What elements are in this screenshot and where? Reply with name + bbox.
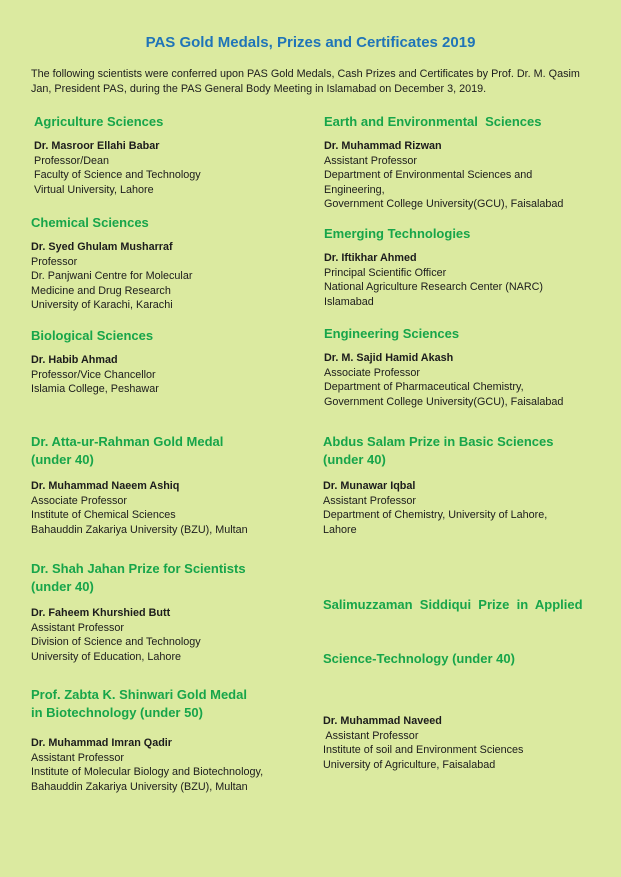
awardee-name: Dr. Muhammad Imran Qadir <box>31 737 172 749</box>
awardee-line: Islamia College, Peshawar <box>31 383 159 395</box>
awardee-line: Lahore <box>323 523 357 536</box>
awardee <box>34 139 304 197</box>
awardee-line: Institute of Chemical Sciences <box>31 509 176 521</box>
awardee-name: Dr. Iftikhar Ahmed <box>324 252 417 264</box>
category-heading-line: Dr. Shah Jahan Prize for Scientists <box>31 561 246 576</box>
awardee-name: Dr. M. Sajid Hamid Akash <box>324 352 454 364</box>
awardee-name: Dr. Muhammad Naveed <box>323 715 442 727</box>
category-heading <box>31 686 321 722</box>
award-shinwari <box>31 686 321 794</box>
awardee <box>323 714 608 772</box>
category-heading-line: (under 40) <box>31 579 94 594</box>
awardee-name: Dr. Munawar Iqbal <box>323 480 416 492</box>
intro-paragraph: The following scientists were conferred upon PAS Gold Medals, Cash Prizes and Certificates by Prof. Dr. M. Qasim Jan, President PAS, during the PAS General Body Meeting in Islamabad on December 3, 2019. <box>31 68 580 95</box>
awardee-line: Faculty of Science and Technology <box>34 169 201 181</box>
awardee <box>323 479 608 537</box>
award-salimuzzaman <box>323 560 608 772</box>
awardee-line: University of Education, Lahore <box>31 650 182 663</box>
category-heading: Emerging Technologies <box>324 226 471 241</box>
awardee-line: Medicine and Drug Research <box>31 284 171 297</box>
awardee <box>324 251 604 309</box>
award-abdus-salam <box>323 433 608 537</box>
category-heading-line: Abdus Salam Prize in Basic Sciences <box>323 434 554 449</box>
awardee-line: Professor/Dean <box>34 154 110 167</box>
awardee-name: Dr. Habib Ahmad <box>31 354 118 366</box>
awardee-line: Assistant Professor <box>323 729 419 742</box>
awardee <box>31 736 321 794</box>
awardee <box>31 479 311 537</box>
awardee-line: Assistant Professor <box>31 751 125 764</box>
awardee-line: Department of Pharmaceutical Chemistry, <box>324 381 524 393</box>
category-heading <box>323 433 608 469</box>
award-emerging <box>324 225 604 309</box>
awardee-line: University of Agriculture, Faisalabad <box>323 758 496 771</box>
awardee-name: Dr. Muhammad Rizwan <box>324 140 442 152</box>
awardee-line: Assistant Professor <box>324 154 418 167</box>
category-heading: Engineering Sciences <box>324 326 460 341</box>
awardee-line: Assistant Professor <box>323 494 417 507</box>
awardee-line: Assistant Professor <box>31 621 125 634</box>
awardee <box>324 139 604 212</box>
category-heading <box>323 560 608 704</box>
awardee-line: National Agriculture Research Center (NARC) <box>324 281 544 293</box>
award-agriculture <box>34 113 304 197</box>
awardee <box>324 351 604 409</box>
category-heading-line: (under 40) <box>323 452 386 467</box>
awardee-line: Institute of Molecular Biology and Biotechnology, <box>31 766 264 778</box>
award-chemical <box>31 214 301 313</box>
awardee-line: Institute of soil and Environment Sciences <box>323 744 524 756</box>
award-shah-jahan <box>31 560 311 664</box>
awardee-line: Division of Science and Technology <box>31 636 201 648</box>
award-biological <box>31 327 301 397</box>
awardee-line: Bahauddin Zakariya University (BZU), Multan <box>31 523 248 536</box>
awardee-line: Department of Chemistry, University of Lahore, <box>323 509 548 521</box>
awardee <box>31 606 311 664</box>
awardee-line: Government College University(GCU), Faisalabad <box>324 198 564 210</box>
awardee-line: Engineering, <box>324 183 385 196</box>
awardee-line: Professor/Vice Chancellor <box>31 368 156 381</box>
awardee <box>31 353 301 397</box>
awardee <box>31 240 301 313</box>
awardee-name: Dr. Muhammad Naeem Ashiq <box>31 480 180 492</box>
category-heading: Earth and Environmental Sciences <box>324 114 542 129</box>
award-atta-ur-rahman <box>31 433 311 537</box>
awardee-line: Government College University(GCU), Faisalabad <box>324 395 564 408</box>
category-heading: Agriculture Sciences <box>34 114 164 129</box>
awardee-line: Virtual University, Lahore <box>34 183 154 196</box>
awardee-line: Associate Professor <box>324 366 421 379</box>
category-heading-line: Dr. Atta-ur-Rahman Gold Medal <box>31 434 224 449</box>
category-heading-line: in Biotechnology (under 50) <box>31 705 203 720</box>
awardee-line: Associate Professor <box>31 494 128 507</box>
category-heading-line: Science-Technology (under 40) <box>323 651 515 666</box>
page-title: PAS Gold Medals, Prizes and Certificates 2019 <box>145 34 476 51</box>
category-heading-line: Salimuzzaman Siddiqui Prize in Applied <box>323 597 583 612</box>
awardee-line: Dr. Panjwani Centre for Molecular <box>31 270 193 282</box>
category-heading: Biological Sciences <box>31 328 154 343</box>
awardee-name: Dr. Syed Ghulam Musharraf <box>31 241 173 253</box>
category-heading-line: Prof. Zabta K. Shinwari Gold Medal <box>31 687 247 702</box>
category-heading <box>31 433 311 469</box>
awardee-line: University of Karachi, Karachi <box>31 299 173 311</box>
awardee-name: Dr. Masroor Ellahi Babar <box>34 140 160 152</box>
award-earth <box>324 113 604 212</box>
awardee-line: Bahauddin Zakariya University (BZU), Multan <box>31 780 248 793</box>
awardee-line: Professor <box>31 255 78 268</box>
awardee-name: Dr. Faheem Khurshied Butt <box>31 607 171 619</box>
award-engineering <box>324 325 604 409</box>
awardee-line: Islamabad <box>324 295 374 308</box>
awardee-line: Department of Environmental Sciences and <box>324 169 533 181</box>
category-heading-line: (under 40) <box>31 452 94 467</box>
awardee-line: Principal Scientific Officer <box>324 266 447 279</box>
category-heading <box>31 560 311 596</box>
category-heading: Chemical Sciences <box>31 215 149 230</box>
